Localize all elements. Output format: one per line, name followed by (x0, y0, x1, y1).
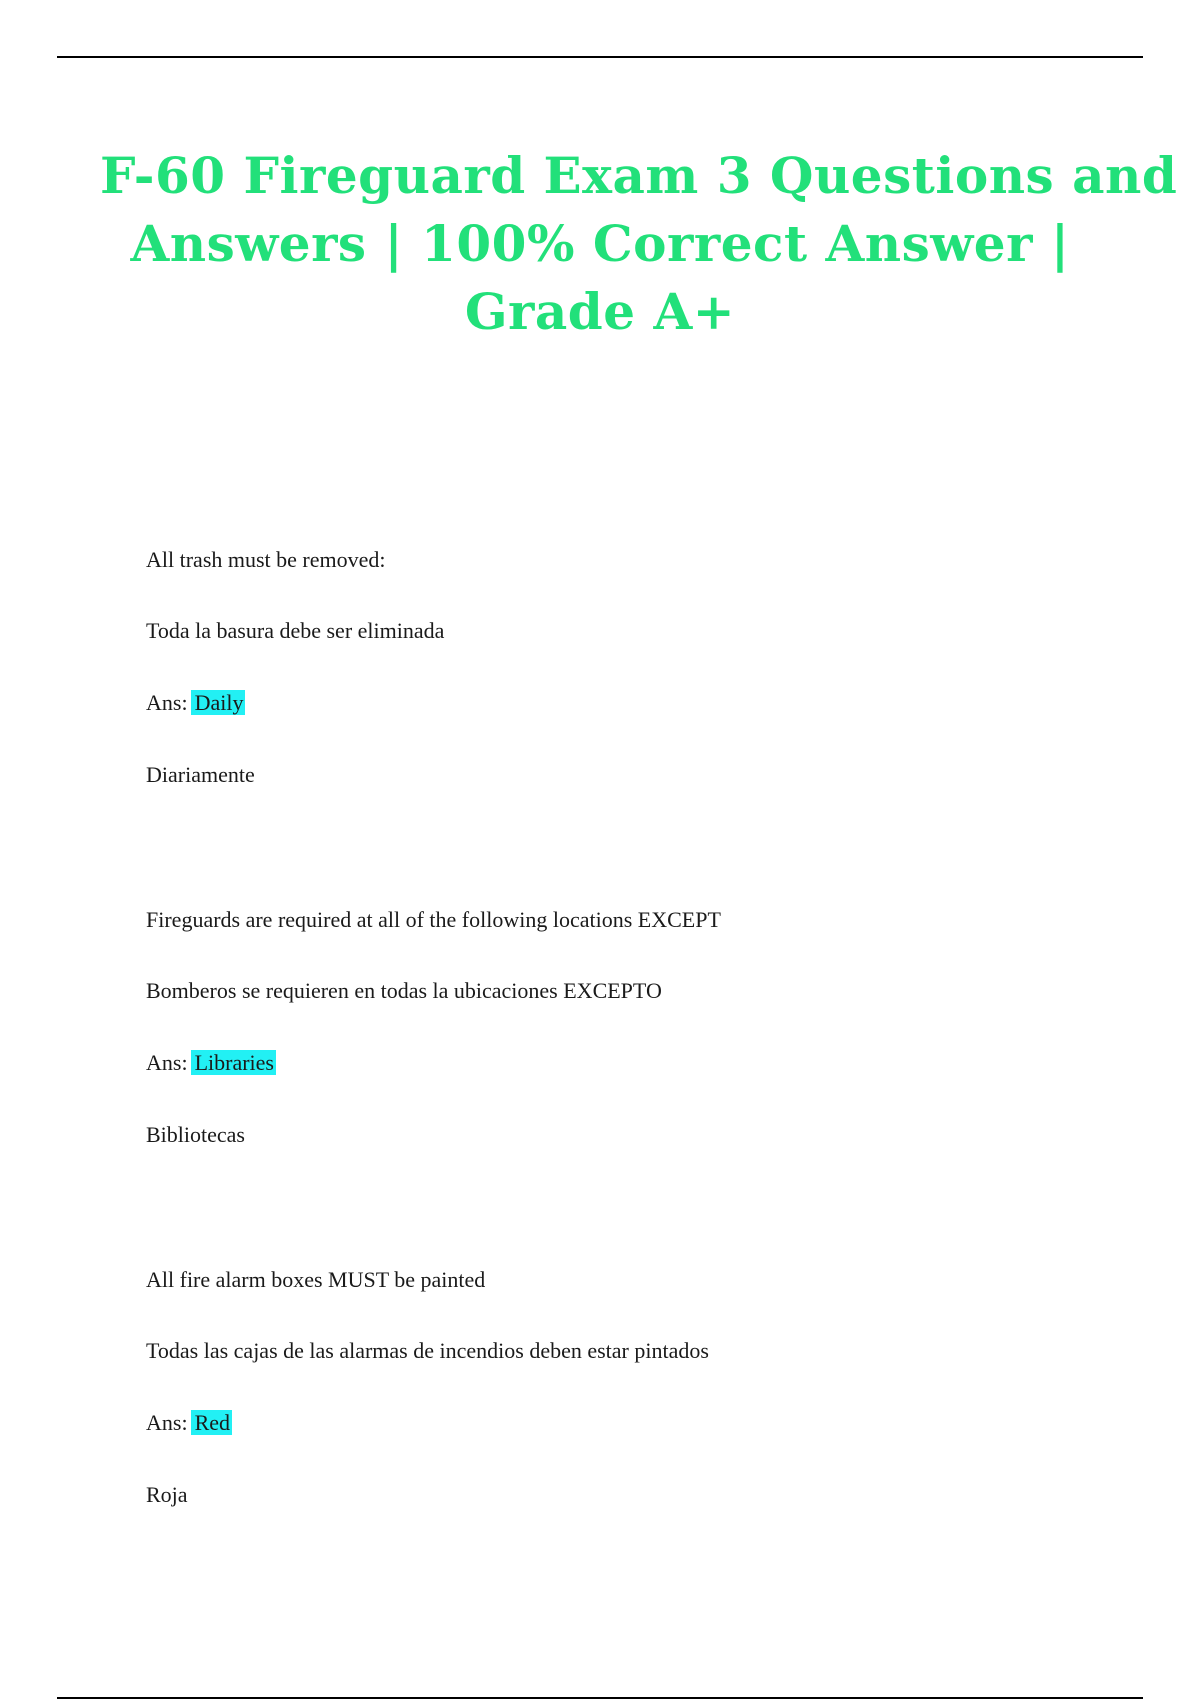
answer-line (146, 1048, 276, 1078)
answer-prefix: Ans: (146, 1410, 188, 1435)
answer-highlight: Daily (191, 690, 246, 715)
bottom-rule (57, 1697, 1143, 1699)
answer-prefix: Ans: (146, 1050, 188, 1075)
question-english: Fireguards are required at all of the following locations EXCEPT (146, 907, 721, 932)
title-line-1: F-60 Fireguard Exam 3 Questions and (100, 146, 1178, 205)
answer-prefix: Ans: (146, 690, 188, 715)
question-spanish: Toda la basura debe ser eliminada (146, 618, 445, 643)
question-spanish: Todas las cajas de las alarmas de incendios deben estar pintados (146, 1338, 709, 1363)
answer-line (146, 688, 245, 718)
answer-spanish: Roja (146, 1482, 188, 1507)
question-english: All trash must be removed: (146, 547, 386, 572)
title-line-3: Grade A+ (464, 282, 736, 341)
question-english: All fire alarm boxes MUST be painted (146, 1267, 486, 1292)
answer-highlight: Red (191, 1410, 232, 1435)
answer-line (146, 1408, 232, 1438)
title-line-2: Answers | 100% Correct Answer | (130, 214, 1070, 273)
top-rule (57, 56, 1143, 58)
answer-highlight: Libraries (191, 1050, 276, 1075)
question-spanish: Bomberos se requieren en todas la ubicaciones EXCEPTO (146, 978, 662, 1003)
document-title (100, 142, 1178, 346)
answer-spanish: Diariamente (146, 762, 255, 787)
answer-spanish: Bibliotecas (146, 1122, 245, 1147)
